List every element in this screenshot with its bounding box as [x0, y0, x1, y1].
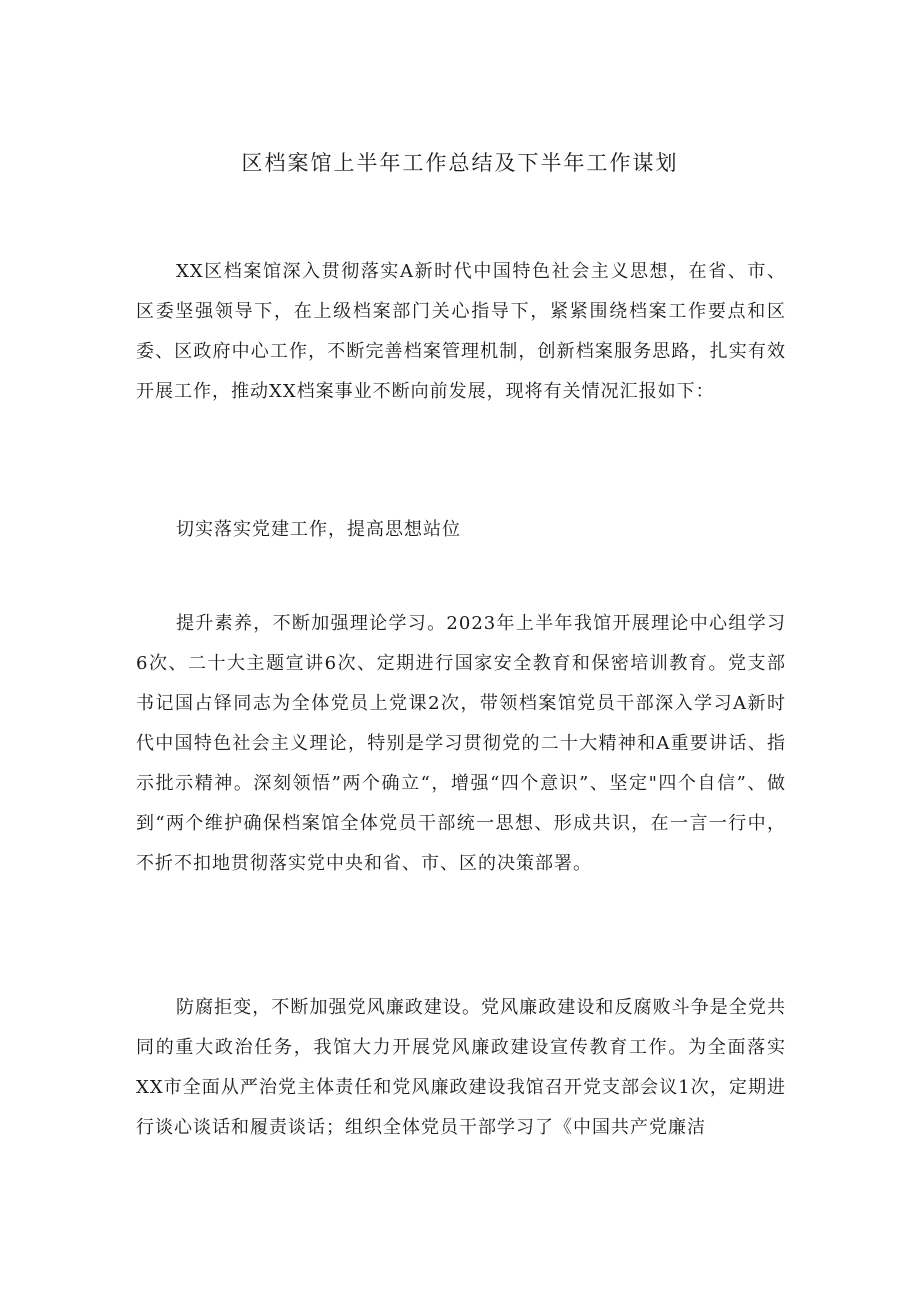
- anti-corruption-paragraph: 防腐拒变，不断加强党风廉政建设。党风廉政建设和反腐败斗争是全党共同的重大政治任务，我馆大力开展党风廉政建设宣传教育工作。为全面落实XX市全面从严治党主体责任和党风廉政建设我馆召开党支部会议1次，定期进行谈心谈话和履责谈话；组织全体党员干部学习了《中国共产党廉洁: [136, 997, 786, 1138]
- section-heading-party-building: 切实落实党建工作，提高思想站位: [176, 519, 461, 540]
- theory-study-paragraph: 提升素养，不断加强理论学习。2023年上半年我馆开展理论中心组学习6次、二十大主题宣讲6次、定期进行国家安全教育和保密培训教育。党支部书记国占铎同志为全体党员上党课2次，带领档案馆党员干部深入学习A新时代中国特色社会主义理论，特别是学习贯彻党的二十大精神和A重要讲话、指示批示精神。深刻领悟”两个确立“，增强“四个意识”、坚定"四个自信”、做到“两个维护确保档案馆全体党员干部统一思想、形成共识，在一言一行中，不折不扣地贯彻落实党中央和省、市、区的决策部署。: [136, 613, 786, 874]
- document-title: 区档案馆上半年工作总结及下半年工作谋划: [241, 151, 679, 175]
- intro-paragraph: XX区档案馆深入贯彻落实A新时代中国特色社会主义思想，在省、市、区委坚强领导下，在上级档案部门关心指导下，紧紧围绕档案工作要点和区委、区政府中心工作，不断完善档案管理机制，创新档案服务思路，扎实有效开展工作，推动XX档案事业不断向前发展，现将有关情况汇报如下：: [136, 261, 786, 402]
